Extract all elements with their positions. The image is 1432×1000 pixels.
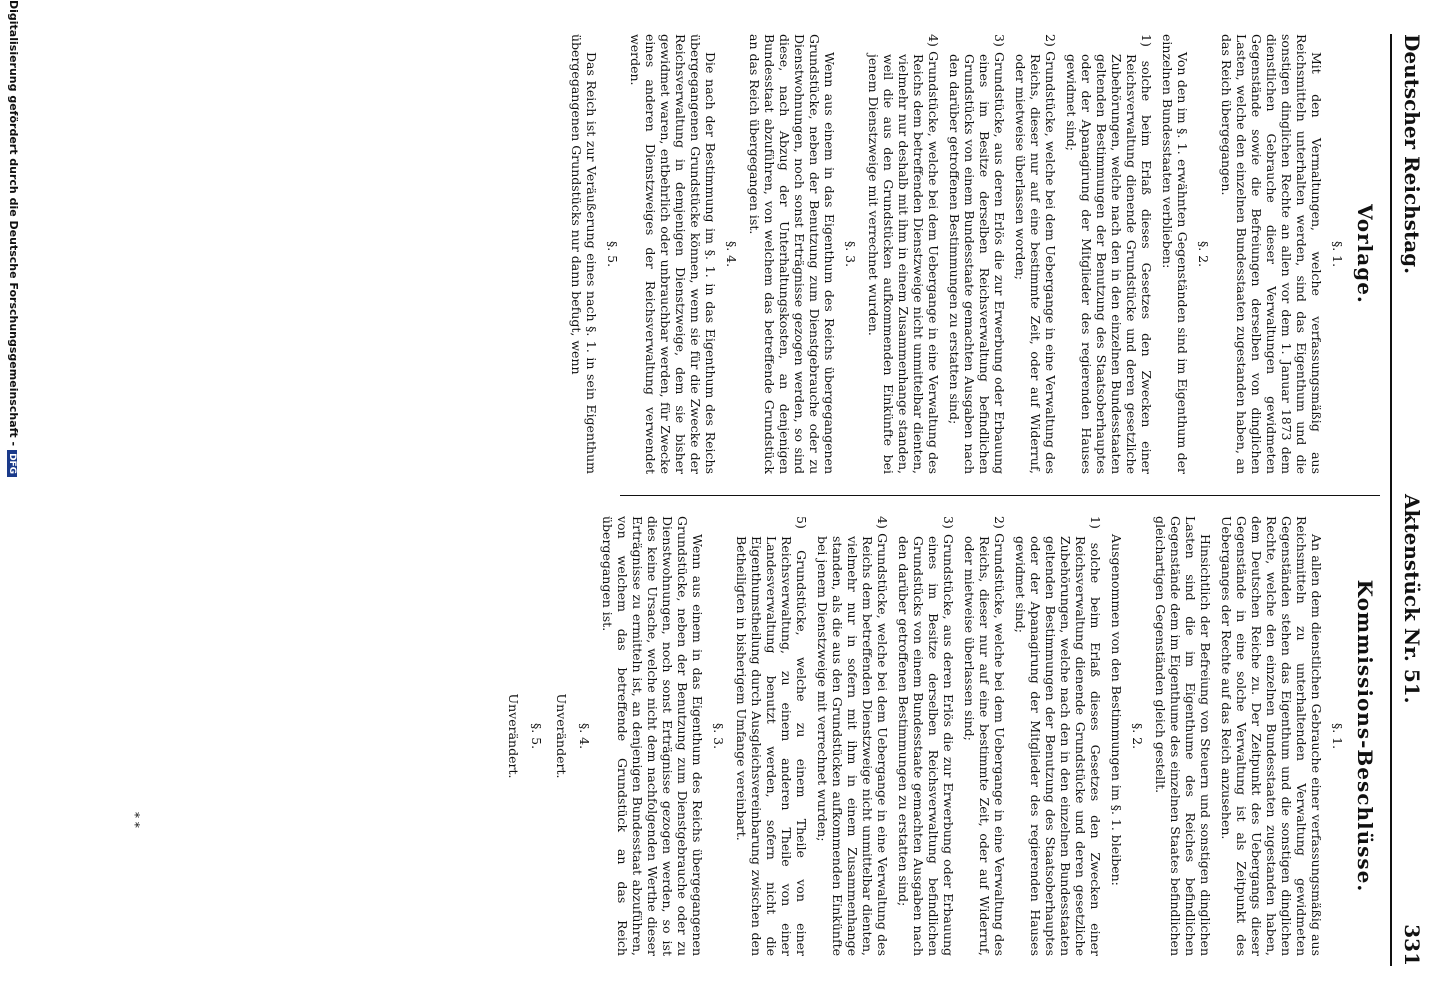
section-label: §. 5. (605, 240, 620, 268)
column-divider (620, 495, 1380, 496)
list-item: 1) solche beim Erlaß dieses Gesetzes den Zwecken einer Reichsverwaltung dienende Grundstücke und deren gesetzliche Zubehörungen, welche nach den in den einzelnen Bundesstaaten geltenden Bestimmungen der Benutzung des Staatsoberhauptes oder der Apanagirung der Mitglieder des regierenden Hauses gewidmet sind; (1013, 516, 1103, 956)
section-text: Die nach der Bestimmung im §. 1. in das Eigenthum des Reichs übergegangenen Grundstücke können, wenn sie für die Zwecke der Reichsverwaltung in demjenigen Dienstzweige, dem sie bisher gewidmet waren, entbehrlich oder unbrauchbar werden, für Zwecke eines anderen Dienstzweiges der Reichsverwaltung verwendet werden. (628, 34, 718, 474)
section-label: §. 1. (1330, 240, 1345, 268)
header-left: Deutscher Reichstag. (1400, 34, 1424, 275)
header-center: Aktenstück Nr. 51. (1400, 494, 1424, 704)
unchanged-note: Unverändert. (506, 693, 521, 779)
right-column (496, 516, 1380, 956)
section-text: Mit den Vermaltungen, welche verfassungsmäßig aus Reichsmitteln unterhalten werden, sind das Eigenthum und die sonstigen dinglichen Rechte an allen vor dem 1. Januar 1873 dem dienstlichen Gebrauche dieser Verwaltungen gewidmeten Gegenstände sowie die Befreiungen derselben von dinglichen Lasten, welche den einzelnen Bundesstaaten zugestanden haben, an das Reich übergegangen. (1219, 34, 1324, 474)
section-text: Wenn aus einem in das Eigenthum des Reichs übergegangenen Grundstücke, neben der Benutzung zum Dienstgebrauche oder zu Dienstwohnungen, noch sonst Erträgnisse gezogen werden, so ist dies keine Ursache, welche nicht dem nachfolgenden Werthe dieser Erträgnisse zu ermitteln ist, an denjenigen Bundesstaat abzuführen, von welchem das betreffende Grundstück an das Reich übergegangen ist. (600, 516, 705, 956)
list-item: 5) Grundstücke, welche zu einem Theile von einer Reichsverwaltung, zu einem anderen Theile von einer Landesverwaltung benutzt werden, sofern nicht die Eigenthumstheilung durch Ausgleichsvereinbarung zwischen den Betheiligten in bisherigem Umfange vereinbart. (734, 516, 809, 956)
section-label: §. 2. (1130, 722, 1145, 750)
section-label: §. 4. (577, 722, 592, 750)
list-item: 3) Grundstücke, aus deren Erlös die zur Erwerbung oder Erbauung eines im Besitze derselben Reichsverwaltung befindlichen Grundstücks von einem Bundesstaate gemachten Ausgaben nach den darüber getroffenen Bestimmungen zu erstatten sind; (896, 516, 956, 956)
left-column (563, 34, 1380, 474)
section-text: Wenn aus einem in das Eigenthum des Reichs übergegangenen Grundstücke, neben der Benutzung zum Dienstgebrauche oder zu Dienstwohnungen, noch sonst Erträgnisse gezogen werden, so sind diese, nach Abzug der Unterhaltungskosten, an denjenigen Bundesstaat abzuführen, von welchem das betreffende Grundstück an das Reich übergegangen ist. (747, 34, 837, 474)
dfg-logo: DFG (7, 450, 17, 477)
section-text: Das Reich ist zur Veräußerung eines nach §. 1. in sein Eigenthum übergegangenen Grundstücks nur dann befugt, wenn (569, 34, 599, 474)
list-item: 4) Grundstücke, welche bei dem Uebergange in eine Verwaltung des Reichs dem betreffenden Dienstzweige nicht unmittelbar dienten, vielmehr nur deshalb mit ihm in einem Zusammenhange standen, weil die aus den Grundstücken aufkommenden Einkünfte bei jenem Dienstzweige mit verrechnet wurden. (866, 34, 941, 474)
section-text: Hinsichtlich der Befreiung von Steuern und sonstigen dinglichen Lasten sind die im Eigenthume des Reiches befindlichen Gegenstände dem im Eigenthume des einzelnen Staates befindlichen gleichartigen Gegenständen gleich gestellt. (1153, 516, 1213, 956)
section-label: §. 1. (1330, 722, 1345, 750)
list-item: 2) Grundstücke, welche bei dem Uebergange in eine Verwaltung des Reichs, dieser nur auf eine bestimmte Zeit, oder auf Widerruf, oder mietweise überlassen sind; (962, 516, 1007, 956)
page-number: 331 (1400, 924, 1424, 966)
section-label: §. 2. (1196, 240, 1211, 268)
section-label: §. 5. (529, 722, 544, 750)
credit-text: Digitalisierung gefördert durch die Deutsche Forschungsgemeinschaft - (7, 0, 20, 447)
page-header (1394, 34, 1424, 966)
list-item: 3) Grundstücke, aus deren Erlös die zur Erwerbung oder Erbauung eines im Besitze derselben Reichsverwaltung befindlichen Grundstücks von einem Bundesstaate gemachten Ausgaben nach den darüber getroffenen Bestimmungen zu erstatten sind; (947, 34, 1007, 474)
unchanged-note: Unverändert. (554, 693, 569, 779)
section-text: Von den im §. 1. erwähnten Gegenständen sind im Eigenthum der einzelnen Bundesstaaten verblieben: (1160, 34, 1190, 474)
list-item: 1) solche beim Erlaß dieses Gesetzes den Zwecken einer Reichsverwaltung dienende Grundstücke und deren gesetzliche Zubehörungen, welche nach den in den einzelnen Bundesstaaten geltenden Bestimmungen der Benutzung des Staatsoberhauptes oder der Apanagirung der Mitglieder des regierenden Hauses gewidmet sind; (1064, 34, 1154, 474)
header-rule (1390, 34, 1392, 966)
section-text: Ausgenommen von den Bestimmungen im §. 1. bleiben: (1109, 534, 1124, 886)
section-label: §. 4. (724, 240, 739, 268)
section-label: §. 3. (711, 722, 726, 750)
ornament-stars: * * (128, 812, 142, 828)
digitization-credit (7, 0, 20, 477)
section-text: An allen dem dienstlichen Gebrauche einer verfassungsmäßig aus Reichsmitteln zu unterhaltenden Verwaltung gewidmeten Gegenständen stehen das Eigenthum und die sonstigen dinglichen Rechte, welche den einzelnen Bundesstaaten zugestanden haben, dem Deutschen Reiche zu. Der Zeitpunkt des Uebergangs dieser Gegenstände in eine solche Verwaltung ist als Zeitpunkt des Ueberganges der Rechte auf das Reich anzusehen. (1219, 516, 1324, 956)
right-column-title: Kommissions-Beschlüsse. (1353, 579, 1377, 893)
left-column-title: Vorlage. (1353, 204, 1377, 304)
section-label: §. 3. (843, 240, 858, 268)
list-item: 4) Grundstücke, welche bei dem Uebergange in eine Verwaltung des Reichs dem betreffenden Dienstzweige nicht unmittelbar dienten, vielmehr nur in sofern mit ihm in einem Zusammenhange standen, als die aus den Grundstücken aufkommenden Einkünfte bei jenem Dienstzweige mit verrechnet wurden; (815, 516, 890, 956)
list-item: 2) Grundstücke, welche bei dem Uebergange in eine Verwaltung des Reichs, dieser nur auf eine bestimmte Zeit, oder auf Widerruf, oder mietweise überlassen worden; (1013, 34, 1058, 474)
